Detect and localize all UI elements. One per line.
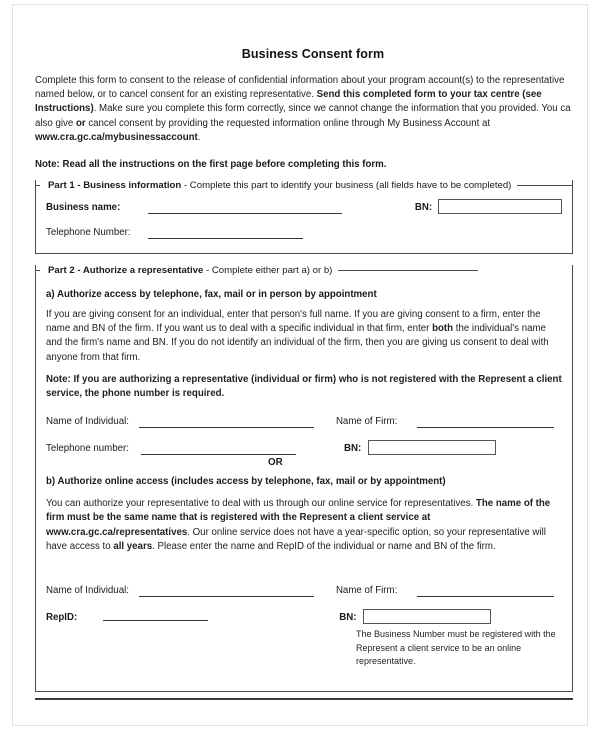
option-b-name-individual-input[interactable] bbox=[139, 585, 314, 597]
telephone-number-label: Telephone Number: bbox=[46, 227, 131, 239]
option-b-repid-row bbox=[46, 609, 562, 624]
option-a-name-individual-label: Name of Individual: bbox=[46, 416, 129, 428]
part1-section bbox=[35, 180, 573, 254]
document-page bbox=[12, 4, 588, 726]
option-a-telephone-label: Telephone number: bbox=[46, 443, 129, 455]
option-b-bn-label: BN: bbox=[339, 612, 357, 624]
option-b-repid-input[interactable] bbox=[103, 609, 208, 621]
part2-legend bbox=[36, 265, 572, 278]
part2-legend-text: Part 2 - Authorize a representative - Complete either part a) or b) bbox=[40, 265, 338, 276]
telephone-number-row bbox=[46, 226, 562, 239]
bn-input[interactable] bbox=[438, 199, 562, 214]
option-b-bn-note-line1: The Business Number must be registered with the bbox=[356, 629, 556, 640]
option-b-repid-label: RepID: bbox=[46, 612, 78, 624]
option-a-telephone-input[interactable] bbox=[141, 443, 296, 455]
option-b-names-row bbox=[46, 584, 562, 597]
part2-bottom-spacer bbox=[46, 669, 562, 683]
option-b-name-firm-label: Name of Firm: bbox=[335, 585, 398, 597]
option-b-heading: b) Authorize online access (includes access by telephone, fax, mail or by appointment) bbox=[46, 476, 446, 488]
intro-paragraph: Complete this form to consent to the release of confidential information about your program account(s) to the representative named below, or to cancel consent for an existing representative. Send this completed form to your tax centre (see Instructions). Make sure you complete this form correctly, since we cannot change the information that you provided. You ca also give or cancel consent by providing the requested information online through My Business Account at www.cra.gc.ca/mybusinessaccount. bbox=[35, 75, 571, 143]
page-title: Business Consent form bbox=[241, 47, 385, 61]
business-name-input[interactable] bbox=[148, 202, 342, 214]
option-a-note: Note: If you are authorizing a representative (individual or firm) who is not registered with the Represent a client service, the phone number is required. bbox=[46, 373, 562, 400]
or-divider: OR bbox=[268, 457, 283, 469]
form-bottom-rule bbox=[35, 698, 573, 700]
option-b-name-individual-label: Name of Individual: bbox=[46, 585, 129, 597]
business-name-row bbox=[46, 199, 562, 214]
option-b-bn-note bbox=[46, 628, 562, 669]
option-a-bn-label: BN: bbox=[343, 443, 362, 455]
part2-section bbox=[35, 265, 573, 692]
legend-rule-right bbox=[338, 270, 478, 271]
business-name-label: Business name: bbox=[46, 202, 121, 214]
option-a-bn-input[interactable] bbox=[368, 440, 496, 455]
instructions-note: Note: Read all the instructions on the first page before completing this form. bbox=[35, 159, 387, 171]
part1-legend bbox=[36, 180, 572, 193]
option-a-name-firm-label: Name of Firm: bbox=[335, 416, 398, 428]
option-a-heading: a) Authorize access by telephone, fax, mail or in person by appointment bbox=[46, 289, 377, 301]
part1-legend-text: Part 1 - Business information - Complete this part to identify your business (all fields have to be completed) bbox=[40, 180, 517, 191]
form-sheet bbox=[35, 47, 573, 700]
bn-label: BN: bbox=[414, 202, 433, 214]
part2-body bbox=[36, 278, 572, 691]
option-b-name-firm-input[interactable] bbox=[417, 585, 554, 597]
option-b-bn-input[interactable] bbox=[363, 609, 491, 624]
option-a-names-row bbox=[46, 415, 562, 428]
telephone-number-input[interactable] bbox=[148, 227, 303, 239]
option-a-telephone-row bbox=[46, 440, 562, 455]
option-a-paragraph: If you are giving consent for an individual, enter that person's full name. If you are giving consent to a firm, enter the name and BN of the firm. If you want us to deal with a specific individual in that firm, enter both the individual's name and the firm's name and BN. If you do not identify an individual of the firm, then you are giving us consent to deal with anyone from that firm. bbox=[46, 309, 549, 363]
option-a-name-firm-input[interactable] bbox=[417, 416, 554, 428]
option-b-paragraph: You can authorize your representative to deal with us through our online service for representatives. The name of the firm must be the same name that is registered with the Represent a client service at www.cra.gc.ca/representatives. Our online service does not have a year-specific option, so your representative will have access to all years. Please enter the name and RepID of the individual or name and BN of the firm. bbox=[46, 498, 551, 552]
option-a-name-individual-input[interactable] bbox=[139, 416, 314, 428]
legend-rule-right bbox=[517, 185, 572, 186]
part1-body bbox=[36, 193, 572, 253]
option-b-bn-note-line2: Represent a client service to be an online representative. bbox=[356, 642, 522, 667]
